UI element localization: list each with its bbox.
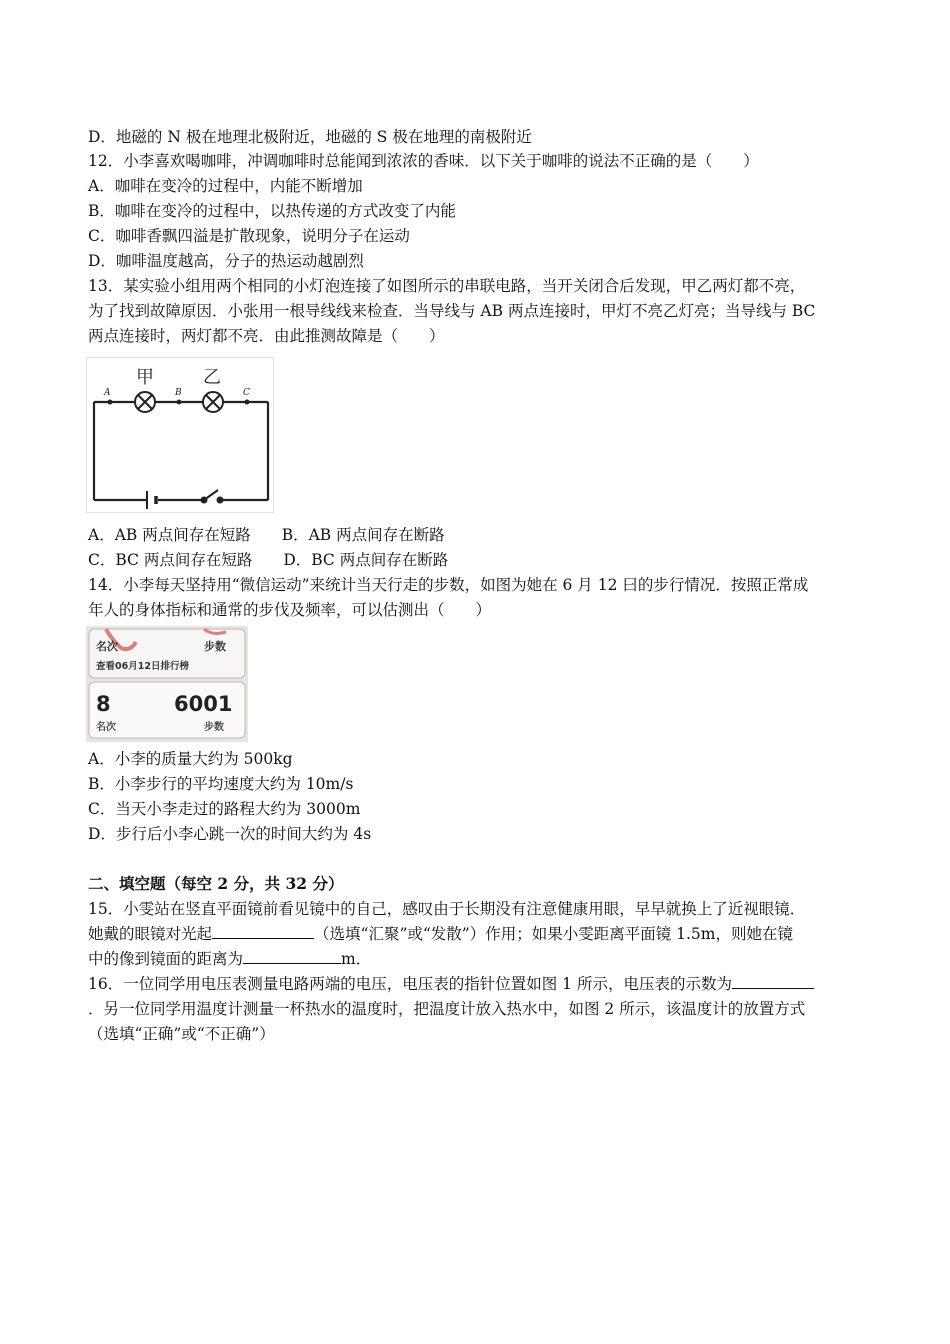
lamp-jia-icon xyxy=(135,392,155,412)
q15-stem-line2 xyxy=(88,924,793,944)
q12-stem: 12．小李喜欢喝咖啡，冲调咖啡时总能闻到浓浓的香味．以下关于咖啡的说法不正确的是（ ） xyxy=(88,152,759,170)
q12-option-d: D．咖啡温度越高，分子的热运动越剧烈 xyxy=(88,252,364,270)
q11-option-d: D．地磁的 N 极在地理北极附近，地磁的 S 极在地理的南极附近 xyxy=(88,128,532,146)
lamp1-label: 甲 xyxy=(136,367,154,388)
q14-option-d: D．步行后小李心跳一次的时间大约为 4s xyxy=(88,825,372,843)
lamp-yi-icon xyxy=(203,392,223,412)
q13-options-cd: C．BC 两点间存在短路 D．BC 两点间存在断路 xyxy=(88,551,449,569)
section-2-heading: 二、填空题（每空 2 分，共 32 分） xyxy=(88,874,344,893)
q15-stem-line3 xyxy=(88,949,371,969)
wechat-steps-image xyxy=(86,626,248,742)
q16-blank-1[interactable] xyxy=(732,974,814,989)
q16-text-part1: 16．一位同学用电压表测量电路两端的电压，电压表的指针位置如图 1 所示，电压表的示数为 xyxy=(88,975,732,993)
lamp2-label: 乙 xyxy=(203,367,221,388)
q14-option-a: A．小李的质量大约为 500kg xyxy=(88,750,293,768)
q15-text-part4: m． xyxy=(341,950,372,968)
q15-stem-line1: 15．小雯站在竖直平面镜前看见镜中的自己，感叹由于长期没有注意健康用眼，早早就换上了近视眼镜． xyxy=(88,900,806,918)
q16-stem-line1 xyxy=(88,974,814,994)
steps-value: 6001 xyxy=(174,692,233,716)
header-steps-label: 步数 xyxy=(204,640,226,653)
rank-value: 8 xyxy=(96,692,111,716)
q15-blank-2[interactable] xyxy=(243,949,341,964)
footer-rank-label: 名次 xyxy=(96,722,116,733)
node-b xyxy=(177,400,182,405)
q15-blank-1[interactable] xyxy=(212,924,314,939)
footer-steps-label: 步数 xyxy=(204,722,224,733)
q13-stem-line2: 为了找到故障原因．小张用一根导线线来检查．当导线与 AB 两点连接时，甲灯不亮乙灯亮；当导线与 BC xyxy=(88,302,816,320)
header-rank-label: 名次 xyxy=(96,640,118,653)
point-c-label: C xyxy=(243,388,250,398)
q12-option-a: A．咖啡在变冷的过程中，内能不断增加 xyxy=(88,177,363,195)
switch-icon xyxy=(202,490,223,503)
q16-stem-line2: ．另一位同学用温度计测量一杯热水的温度时，把温度计放入热水中，如图 2 所示，该温度计的放置方式 xyxy=(88,1000,806,1018)
point-a-label: A xyxy=(104,388,111,398)
ranking-subtitle: 查看06月12日排行榜 xyxy=(96,661,189,672)
q15-text-part1: 她戴的眼镜对光起 xyxy=(88,925,213,943)
q14-stem-line1: 14．小李每天坚持用“微信运动”来统计当天行走的步数，如图为她在 6 月 12 曰的步行情况．按照正常成 xyxy=(88,576,809,594)
q14-option-b: B．小李步行的平均速度大约为 10m/s xyxy=(88,775,354,793)
q13-stem-line1: 13．某实验小组用两个相同的小灯泡连接了如图所示的串联电路，当开关闭合后发现，甲乙两灯都不亮， xyxy=(88,277,806,295)
circuit-diagram xyxy=(86,357,274,513)
battery-icon xyxy=(147,491,156,509)
q15-text-part3: 中的像到镜面的距离为 xyxy=(88,950,244,968)
node-c xyxy=(245,400,250,405)
q16-stem-line3: （选填“正确”或“不正确”） xyxy=(88,1025,275,1043)
q14-stem-line2: 年人的身体指标和通常的步伐及频率，可以估测出（ ） xyxy=(88,601,492,619)
point-b-label: B xyxy=(175,388,182,398)
q13-options-ab: A．AB 两点间存在短路 B．AB 两点间存在断路 xyxy=(88,526,445,544)
q12-option-c: C．咖啡香飘四溢是扩散现象，说明分子在运动 xyxy=(88,227,410,245)
q14-option-c: C．当天小李走过的路程大约为 3000m xyxy=(88,800,361,818)
q15-text-part2: （选填“汇聚”或“发散”）作用；如果小雯距离平面镜 1.5m，则她在镜 xyxy=(314,925,793,943)
q13-stem-line3: 两点连接时，两灯都不亮．由此推测故障是（ ） xyxy=(88,327,445,345)
node-a xyxy=(108,400,113,405)
q12-option-b: B．咖啡在变冷的过程中，以热传递的方式改变了内能 xyxy=(88,202,456,220)
